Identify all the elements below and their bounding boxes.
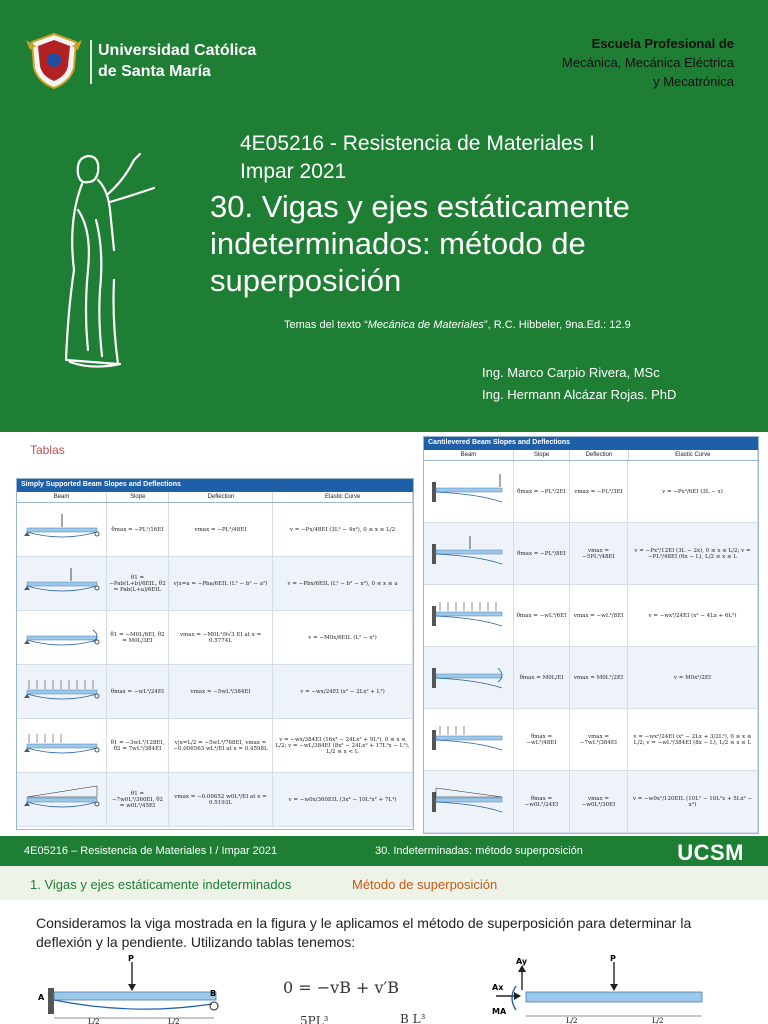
slope-cell: θ1 = −3wL³/128EI, θ2 = 7wL³/384EI [107, 719, 169, 772]
table-title: Cantilevered Beam Slopes and Deflections [424, 437, 758, 450]
tables-slide [0, 432, 768, 836]
body-text: Consideramos la viga mostrada en la figura y le aplicamos el método de superposición para determinar la deflexión y la pendiente. Utilizando tablas tenemos: [36, 915, 692, 950]
deflection-cell: vmax = −M0L²/9√3 EI at x = 0.5774L [169, 611, 273, 664]
compatibility-equation: 0 = −vB + v′B [283, 978, 399, 997]
beam-diagram-icon [21, 726, 103, 766]
table-header [424, 450, 758, 461]
slide-footer [0, 836, 768, 866]
beam-diagram-icon [21, 618, 103, 658]
textbook-reference: Temas del texto “Mecánica de Materiales”, R.C. Hibbeler, 9na.Ed.: 12.9 [284, 319, 631, 331]
beam-cell [424, 461, 514, 522]
slope-cell: θ1 = −Pab(L+b)/6EIL, θ2 = Pab(L+a)/6EIL [107, 557, 169, 610]
deflection-cell: vmax = −wL⁴/8EI [570, 585, 628, 646]
slide-title: 30. Vigas y ejes estáticamente indeterminados: método de superposición [210, 189, 630, 298]
slope-cell: θ1 = −M0L/6EI, θ2 = M0L/3EI [107, 611, 169, 664]
university-name: Universidad Católica de Santa María [98, 42, 257, 80]
beam-diagram-icon [21, 564, 103, 604]
reaction-ax-label: Ax [492, 983, 504, 992]
beam-diagram-icon [428, 596, 510, 636]
curve-cell: v = −w0x²/120EIL (10L³ − 10L²x + 5Lx² − x³) [628, 771, 758, 832]
beam-cell [424, 585, 514, 646]
ucsm-logo: UCSM [677, 840, 744, 865]
beam-cell [17, 719, 107, 772]
deflection-cell: vmax = −w0L⁴/30EI [570, 771, 628, 832]
slope-cell: θmax = M0L/EI [514, 647, 570, 708]
table-row [424, 647, 758, 709]
slope-cell: θmax = −PL²/16EI [107, 503, 169, 556]
table-title: Simply Supported Beam Slopes and Deflections [17, 479, 413, 492]
beam-diagram-icon [428, 534, 510, 574]
beam-cell [424, 523, 514, 584]
beam-diagram-icon [428, 720, 510, 760]
beam-figure [34, 954, 234, 1024]
school-name: Escuela Profesional de Mecánica, Mecánica Eléctrica y Mecatrónica [562, 36, 734, 89]
column-header: Beam [17, 492, 107, 502]
column-header: Slope [514, 450, 570, 460]
course-title: 4E05216 - Resistencia de Materiales I Impar 2021 [240, 132, 595, 183]
beam-cell [424, 709, 514, 770]
column-header: Beam [424, 450, 514, 460]
curve-cell: v = −Px²/6EI (3L − x) [628, 461, 758, 522]
curve-cell: v = −M0x/6EIL (L² − x²) [273, 611, 413, 664]
beam-cell [17, 611, 107, 664]
slope-cell: θmax = −wL³/48EI [514, 709, 570, 770]
beam-cell [17, 503, 107, 556]
beam-diagram-icon [21, 672, 103, 712]
section-subheading: Método de superposición [352, 877, 498, 892]
span-half-label: L/2 [566, 1017, 578, 1024]
table-row [424, 523, 758, 585]
beam-diagram-icon [428, 658, 510, 698]
university-crest-icon [26, 30, 82, 90]
curve-cell: v = M0x²/2EI [628, 647, 758, 708]
beam-cell [424, 771, 514, 832]
equation-fragment: 5PL³ [300, 1014, 329, 1024]
support-b-label: B [210, 989, 217, 998]
table-row [17, 665, 413, 719]
curve-cell: v = −wx²/24EI (x² − 4Lx + 6L²) [628, 585, 758, 646]
beam-diagram-icon [21, 780, 103, 820]
curve-cell: v = −wx/384EI (16x³ − 24Lx² + 9L³), 0 ≤ x ≤ L/2; v = −wL/384EI (8x³ − 24Lx² + 17L²x − L³), L/2 ≤ x < L [273, 719, 413, 772]
virgin-statue-illustration [48, 150, 158, 372]
curve-cell: v = −Px/48EI (3L² − 4x²), 0 ≤ x ≤ L/2 [273, 503, 413, 556]
table-row [424, 585, 758, 647]
curve-cell: v = −wx²/24EI (x² − 2Lx + 3/2L²), 0 ≤ x ≤ L/2; v = −wL³/384EI (8x − L), L/2 ≤ x ≤ L [628, 709, 758, 770]
deflection-cell: vmax = −7wL⁴/384EI [570, 709, 628, 770]
table-row [17, 719, 413, 773]
support-a-label: A [38, 993, 45, 1002]
table-row [424, 461, 758, 523]
beam-diagram-icon [428, 782, 510, 822]
moment-ma-label: MA [492, 1007, 507, 1016]
cantilevered-table [423, 436, 759, 834]
span-half-label: L/2 [88, 1018, 100, 1024]
deflection-cell: v|x=a = −Pba/6EIL (L² − b² − a²) [169, 557, 273, 610]
deflection-cell: vmax = −5PL³/48EI [570, 523, 628, 584]
slope-cell: θmax = −w0L³/24EI [514, 771, 570, 832]
curve-cell: v = −w0x/360EIL (3x⁴ − 10L²x² + 7L⁴) [273, 773, 413, 826]
table-row [424, 771, 758, 833]
column-header: Elastic Curve [629, 450, 758, 460]
table-body [424, 461, 758, 833]
load-label: P [610, 954, 616, 963]
beam-cell [424, 647, 514, 708]
table-row [424, 709, 758, 771]
deflection-cell: vmax = −0.00652 w0L⁴/EI at x = 0.5193L [169, 773, 273, 826]
equation-fragment: B L³ [400, 1012, 426, 1024]
beam-cell [17, 665, 107, 718]
footer-topic: 30. Indeterminadas: método superposición [375, 845, 583, 857]
table-row [17, 773, 413, 827]
span-half-label: L/2 [168, 1018, 180, 1024]
curve-cell: v = −wx/24EI (x³ − 2Lx² + L³) [273, 665, 413, 718]
slope-cell: θ1 = −7w0L³/360EI, θ2 = w0L³/45EI [107, 773, 169, 826]
slope-cell: θmax = −wL³/6EI [514, 585, 570, 646]
span-half-label: L/2 [652, 1017, 664, 1024]
column-header: Slope [107, 492, 169, 502]
professors: Ing. Marco Carpio Rivera, MSc Ing. Hermann Alcázar Rojas. PhD [482, 365, 677, 402]
deflection-cell: vmax = −PL³/3EI [570, 461, 628, 522]
slope-cell: θmax = −wL³/24EI [107, 665, 169, 718]
beam-cell [17, 557, 107, 610]
table-header [17, 492, 413, 503]
simply-supported-table [16, 478, 414, 830]
column-header: Deflection [570, 450, 628, 460]
beam-diagram-icon [428, 472, 510, 512]
table-row [17, 611, 413, 665]
column-header: Elastic Curve [273, 492, 413, 502]
logo-divider [90, 40, 92, 84]
table-row [17, 557, 413, 611]
deflection-cell: v|x=L/2 = −5wL⁴/768EI, vmax = −0.006563 wL⁴/EI at x = 0.4598L [169, 719, 273, 772]
content-slide [0, 866, 768, 1024]
slope-cell: θmax = −PL²/2EI [514, 461, 570, 522]
table-body [17, 503, 413, 827]
title-slide [0, 0, 768, 432]
section-label: Tablas [30, 443, 65, 457]
reaction-ay-label: Ay [516, 957, 528, 966]
deflection-cell: vmax = M0L²/2EI [570, 647, 628, 708]
footer-course: 4E05216 – Resistencia de Materiales I / Impar 2021 [24, 845, 278, 857]
curve-cell: v = −Px²/12EI (3L − 2x), 0 ≤ x ≤ L/2; v = −PL²/48EI (6x − L), L/2 ≤ x ≤ L [628, 523, 758, 584]
beam-cell [17, 773, 107, 826]
beam-diagram-icon [21, 510, 103, 550]
free-body-diagram [486, 954, 718, 1024]
table-row [17, 503, 413, 557]
column-header: Deflection [169, 492, 273, 502]
deflection-cell: vmax = −PL³/48EI [169, 503, 273, 556]
section-header [0, 866, 768, 900]
deflection-cell: vmax = −5wL⁴/384EI [169, 665, 273, 718]
curve-cell: v = −Pbx/6EIL (L² − b² − x²), 0 ≤ x ≤ a [273, 557, 413, 610]
slope-cell: θmax = −PL²/8EI [514, 523, 570, 584]
section-heading: 1. Vigas y ejes estáticamente indeterminados [30, 877, 292, 892]
load-label: P [128, 954, 134, 963]
